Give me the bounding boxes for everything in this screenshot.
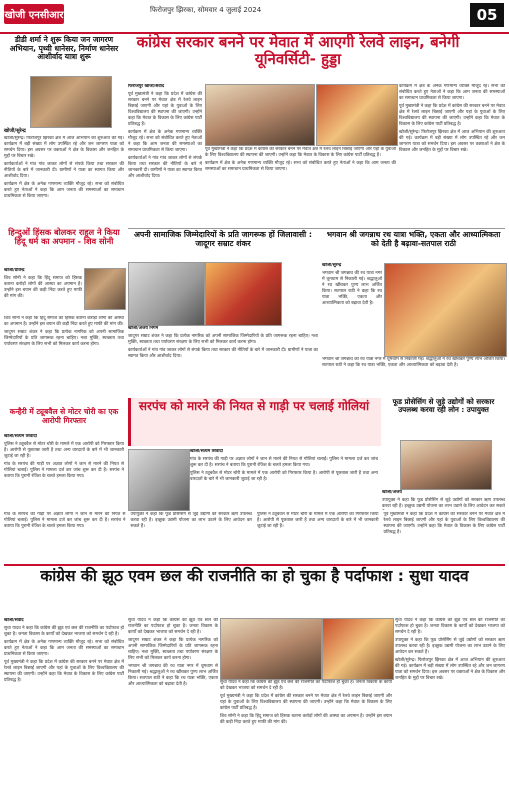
body-band: गांव के सरपंच की गाड़ी पर अज्ञात लोगों ने जान से मारने की नियत से गोलियां चलाईं। पुलिस ने मामला दर्ज कर जांच शुरू कर दी है। सरपंच ने बताया कि पुरानी रंजिश के चलते हमला किया गया। उपायुक्त ने कहा कि फूड प्रोसेसिंग से जुड़े उद्योगों को सरकार ऋण उपलब्ध करवा रही है। इच्छुक उद्यमी योजना का लाभ उठाने के लिए आवेदन कर सकते हैं। पुलिस ने ट्यूबवैल से मोटर चोरी के मामले में एक आरोपी को गिरफ्तार किया है। आरोपी से पूछताछ जारी है तथा अन्य वारदातों के बारे में भी जानकारी जुटाई जा रही है। पूर्व मुख्यमंत्री ने कहा कि प्रदेश में कांग्रेस की सरकार बनने पर मेवात क्षेत्र में रेलवे लाइन बिछाई जाएगी और यहां के युवाओं के लिए विश्वविद्यालय की स्थापना की जाएगी। उन्होंने कहा कि मेवात के विकास के लिए कांग्रेस पार्टी प्रतिबद्ध है। (4, 512, 505, 535)
photo-deepender (30, 76, 112, 128)
body-deepender: खोजी/सुरेन्द्र। फिरोजपुर झिरका क्षेत्र में आज अभियान की शुरुआत की गई। कार्यक्रम में बड़ी संख्या में लोग उपस्थित रहे और जन जागरण यात्रा को समर्थन दिया। इस अवसर पर वक्ताओं ने क्षेत्र के विकास और जनहित के मुद्दों पर विचार रखे। कार्यकर्ताओं ने गांव गांव जाकर लोगों से संपर्क किया तथा सरकार की नीतियों के बारे में जानकारी दी। ग्रामीणों ने यात्रा का स्वागत किया और आशीर्वाद दिया। कार्यक्रम में क्षेत्र के अनेक गणमान्य व्यक्ति मौजूद रहे। सभा को संबोधित करते हुए नेताओं ने कहा कि आम जनता की समस्याओं का समाधान प्राथमिकता से किया जाएगा। (4, 136, 124, 199)
headline-jagannath: भगवान श्री जगन्नाथ रथ यात्रा भक्ति, एकता और आध्यात्मिकता को देती है बढ़ावा-सतपाल राठी (326, 230, 501, 248)
headline-sudha: कांग्रेस की झूठ एवम छल की राजनीति का हो चुका है पर्दाफाश : सुधा यादव (40, 567, 469, 585)
body-jagannath-2: भगवान श्री जगन्नाथ की रथ यात्रा नगर में धूमधाम से निकाली गई। श्रद्धालुओं ने रथ खींचकर पुण्य लाभ अर्जित किया। सतपाल राठी ने कहा कि रथ यात्रा भक्ति, एकता और आध्यात्मिकता को बढ़ावा देती है। (322, 357, 505, 368)
headline-congress-mewat: कांग्रेस सरकार बनने पर मेवात में आएगी रेलवे लाइन, बनेगी यूनिवर्सिटी- हुड्डा (136, 33, 460, 69)
body-kanwar: खोजी/सत्यम शिवादी पुलिस ने ट्यूबवैल से मोटर चोरी के मामले में एक आरोपी को गिरफ्तार किया है। आरोपी से पूछताछ जारी है तथा अन्य वारदातों के बारे में भी जानकारी जुटाई जा रही है। गांव के सरपंच की गाड़ी पर अज्ञात लोगों ने जान से मारने की नियत से गोलियां चलाईं। पुलिस ने मामला दर्ज कर जांच शुरू कर दी है। सरपंच ने बताया कि पुरानी रंजिश के चलते हमला किया गया। (4, 434, 124, 479)
byline-deepender: खोजी/सुरेन्द्र (4, 128, 26, 134)
body-social-work: खोजी/अजय निगम जादूगर सम्राट शंकर ने कहा कि प्रत्येक नागरिक को अपनी सामाजिक जिम्मेदारियों के प्रति जागरूक रहना चाहिए। नशा मुक्ति, स्वच्छता तथा पर्यावरण संरक्षण के लिए सभी को मिलकर कार्य करना होगा। कार्यकर्ताओं ने गांव गांव जाकर लोगों से संपर्क किया तथा सरकार की नीतियों के बारे में जानकारी दी। ग्रामीणों ने यात्रा का स्वागत किया और आशीर्वाद दिया। (128, 326, 318, 359)
body-congress-mewat-3: कार्यक्रम में क्षेत्र के अनेक गणमान्य व्यक्ति मौजूद रहे। सभा को संबोधित करते हुए नेताओं ने कहा कि आम जनता की समस्याओं का समाधान प्राथमिकता से किया जाएगा। पूर्व मुख्यमंत्री ने कहा कि प्रदेश में कांग्रेस की सरकार बनने पर मेवात क्षेत्र में रेलवे लाइन बिछाई जाएगी और यहां के युवाओं के लिए विश्वविद्यालय की स्थापना की जाएगी। उन्होंने कहा कि मेवात के विकास के लिए कांग्रेस पार्टी प्रतिबद्ध है। खोजी/सुरेन्द्र। फिरोजपुर झिरका क्षेत्र में आज अभियान की शुरुआत की गई। कार्यक्रम में बड़ी संख्या में लोग उपस्थित रहे और जन जागरण यात्रा को समर्थन दिया। इस अवसर पर वक्ताओं ने क्षेत्र के विकास और जनहित के मुद्दों पर विचार रखे। (399, 84, 505, 153)
body-sudha-3: सुधा यादव ने कहा कि कांग्रेस की झूठ एवं छल की राजनीति का पर्दाफाश हो चुका है। जनता विकास के कार्यों को देखकर भाजपा को समर्थन दे रही है। पूर्व मुख्यमंत्री ने कहा कि प्रदेश में कांग्रेस की सरकार बनने पर मेवात क्षेत्र में रेलवे लाइन बिछाई जाएगी और यहां के युवाओं के लिए विश्वविद्यालय की स्थापना की जाएगी। उन्होंने कहा कि मेवात के विकास के लिए कांग्रेस पार्टी प्रतिबद्ध है। शिव सोनी ने कहा कि हिंदू समाज को हिंसक बताना करोड़ों लोगों की आस्था का अपमान है। उन्होंने इस बयान की कड़ी निंदा करते हुए माफी की मांग की। (220, 680, 392, 725)
masthead-date: फिरोजपुर झिरका, सोमवार 4 जुलाई 2024 (150, 6, 262, 14)
section-rule (4, 564, 505, 566)
photo-car (128, 449, 190, 511)
photo-deputy-commissioner (400, 440, 492, 490)
body-congress-mewat-2: पूर्व मुख्यमंत्री ने कहा कि प्रदेश में कांग्रेस की सरकार बनने पर मेवात क्षेत्र में रेलवे लाइन बिछाई जाएगी और यहां के युवाओं के लिए विश्वविद्यालय की स्थापना की जाएगी। उन्होंने कहा कि मेवात के विकास के लिए कांग्रेस पार्टी प्रतिबद्ध है। कार्यक्रम में क्षेत्र के अनेक गणमान्य व्यक्ति मौजूद रहे। सभा को संबोधित करते हुए नेताओं ने कहा कि आम जनता की समस्याओं का समाधान प्राथमिकता से किया जाएगा। (205, 147, 396, 172)
body-sarpanch: खोजी/सत्यम शिवादी गांव के सरपंच की गाड़ी पर अज्ञात लोगों ने जान से मारने की नियत से गोलियां चलाईं। पुलिस ने मामला दर्ज कर जांच शुरू कर दी है। सरपंच ने बताया कि पुरानी रंजिश के चलते हमला किया गया। पुलिस ने ट्यूबवैल से मोटर चोरी के मामले में एक आरोपी को गिरफ्तार किया है। आरोपी से पूछताछ जारी है तथा अन्य वारदातों के बारे में भी जानकारी जुटाई जा रही है। (190, 449, 378, 482)
body-sudha-2: सुधा यादव ने कहा कि कांग्रेस की झूठ एवं छल की राजनीति का पर्दाफाश हो चुका है। जनता विकास के कार्यों को देखकर भाजपा को समर्थन दे रही है। जादूगर सम्राट शंकर ने कहा कि प्रत्येक नागरिक को अपनी सामाजिक जिम्मेदारियों के प्रति जागरूक रहना चाहिए। नशा मुक्ति, स्वच्छता तथा पर्यावरण संरक्षण के लिए सभी को मिलकर कार्य करना होगा। भगवान श्री जगन्नाथ की रथ यात्रा नगर में धूमधाम से निकाली गई। श्रद्धालुओं ने रथ खींचकर पुण्य लाभ अर्जित किया। सतपाल राठी ने कहा कि रथ यात्रा भक्ति, एकता और आध्यात्मिकता को बढ़ावा देती है। (128, 618, 218, 687)
photo-shankar-1 (128, 262, 205, 326)
photo-shiv-soni (84, 268, 126, 310)
photo-shankar-2 (205, 262, 282, 326)
divider (128, 228, 505, 229)
body-jagannath-1: खोजी/सुरेन्द्र भगवान श्री जगन्नाथ की रथ यात्रा नगर में धूमधाम से निकाली गई। श्रद्धालुओं ने रथ खींचकर पुण्य लाभ अर्जित किया। सतपाल राठी ने कहा कि रथ यात्रा भक्ति, एकता और आध्यात्मिकता को बढ़ावा देती है। (322, 263, 382, 306)
masthead-tag: खोजी एनसीआर (4, 4, 64, 24)
body-sudha-4: सुधा यादव ने कहा कि कांग्रेस की झूठ एवं छल की राजनीति का पर्दाफाश हो चुका है। जनता विकास के कार्यों को देखकर भाजपा को समर्थन दे रही है। उपायुक्त ने कहा कि फूड प्रोसेसिंग से जुड़े उद्योगों को सरकार ऋण उपलब्ध करवा रही है। इच्छुक उद्यमी योजना का लाभ उठाने के लिए आवेदन कर सकते हैं। खोजी/सुरेन्द्र। फिरोजपुर झिरका क्षेत्र में आज अभियान की शुरुआत की गई। कार्यक्रम में बड़ी संख्या में लोग उपस्थित रहे और जन जागरण यात्रा को समर्थन दिया। इस अवसर पर वक्ताओं ने क्षेत्र के विकास और जनहित के मुद्दों पर विचार रखे। (395, 618, 505, 681)
headline-hindu: हिन्दुओं हिंसक बोलकर राहुल ने किया हिंदू धर्म का अपमान - शिव सोनी (8, 227, 120, 247)
photo-sudha-2 (322, 618, 394, 680)
body-sudha-1: खोजी/संवाद सुधा यादव ने कहा कि कांग्रेस की झूठ एवं छल की राजनीति का पर्दाफाश हो चुका है। जनता विकास के कार्यों को देखकर भाजपा को समर्थन दे रही है। कार्यक्रम में क्षेत्र के अनेक गणमान्य व्यक्ति मौजूद रहे। सभा को संबोधित करते हुए नेताओं ने कहा कि आम जनता की समस्याओं का समाधान प्राथमिकता से किया जाएगा। पूर्व मुख्यमंत्री ने कहा कि प्रदेश में कांग्रेस की सरकार बनने पर मेवात क्षेत्र में रेलवे लाइन बिछाई जाएगी और यहां के युवाओं के लिए विश्वविद्यालय की स्थापना की जाएगी। उन्होंने कहा कि मेवात के विकास के लिए कांग्रेस पार्टी प्रतिबद्ध है। (4, 618, 124, 683)
page-number: 05 (470, 3, 504, 27)
photo-rally-2 (316, 84, 398, 146)
headline-deepender: डीडी शर्मा ने शुरू किया जन जागरण अभियान, पृथ्वी धानेसर, निर्माण धानेसर आशीर्वाद यात्रा शुरू (9, 35, 119, 62)
photo-rally-1 (205, 84, 315, 146)
body-food: खोजी/अजय उपायुक्त ने कहा कि फूड प्रोसेसिंग से जुड़े उद्योगों को सरकार ऋण उपलब्ध करवा रही है। इच्छुक उद्यमी योजना का लाभ उठाने के लिए आवेदन कर सकते (382, 490, 505, 509)
headline-social-work: अपनी सामाजिक जिम्मेदारियों के प्रति जागरूक हों जिलावासी : जादूगर सम्राट शंकर (133, 230, 313, 248)
photo-rath-yatra (384, 263, 507, 357)
body-congress-mewat-1: फिरोजपुर खोजी/संवाद पूर्व मुख्यमंत्री ने कहा कि प्रदेश में कांग्रेस की सरकार बनने पर मेवात क्षेत्र में रेलवे लाइन बिछाई जाएगी और यहां के युवाओं के लिए विश्वविद्यालय की स्थापना की जाएगी। उन्होंने कहा कि मेवात के विकास के लिए कांग्रेस पार्टी प्रतिबद्ध है। कार्यक्रम में क्षेत्र के अनेक गणमान्य व्यक्ति मौजूद रहे। सभा को संबोधित करते हुए नेताओं ने कहा कि आम जनता की समस्याओं का समाधान प्राथमिकता से किया जाएगा। कार्यकर्ताओं ने गांव गांव जाकर लोगों से संपर्क किया तथा सरकार की नीतियों के बारे में जानकारी दी। ग्रामीणों ने यात्रा का स्वागत किया और आशीर्वाद दिया। (128, 84, 202, 179)
headline-kanwar: कन्हैरी में ट्यूबवैल से मोटर चोरी का एक आरोपी गिरफ्तार (9, 407, 119, 425)
masthead-sub (150, 17, 400, 25)
headline-sarpanch: सरपंच को मारने की नियत से गाड़ी पर चलाई गोलियां (138, 399, 370, 413)
body-hindu-2: शिव सोनी ने कहा कि हिंदू समाज को हिंसक बताना करोड़ों लोगों की आस्था का अपमान है। उन्होंने इस बयान की कड़ी निंदा करते हुए माफी की मांग की। जादूगर सम्राट शंकर ने कहा कि प्रत्येक नागरिक को अपनी सामाजिक जिम्मेदारियों के प्रति जागरूक रहना चाहिए। नशा मुक्ति, स्वच्छता तथा पर्यावरण संरक्षण के लिए सभी को मिलकर कार्य करना होगा। (4, 316, 124, 347)
photo-sudha-1 (220, 618, 322, 680)
body-hindu-1: खोजी/प्रविन्द्र शिव सोनी ने कहा कि हिंदू समाज को हिंसक बताना करोड़ों लोगों की आस्था का अपमान है। उन्होंने इस बयान की कड़ी निंदा करते हुए माफी की मांग की। (4, 268, 82, 299)
headline-food: फूड प्रोसेसिंग से जुड़े उद्योगों को सरकार उपलब्ध करवा रही लोन : उपायुक्त (392, 397, 495, 415)
